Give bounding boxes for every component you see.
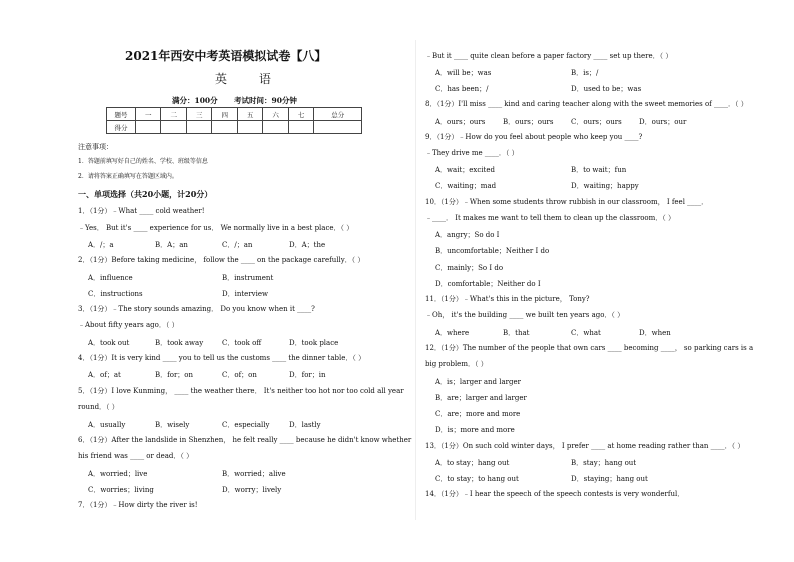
table-cell: 总分 — [314, 108, 362, 121]
q3-option-b[interactable]: B．took away — [155, 339, 204, 347]
table-cell: 三 — [186, 108, 211, 121]
question-2: 2．（1分）Before taking medicine， follow the ____ on the package carefully．（ ） — [78, 256, 365, 264]
question-12: 12．（1分）The number of the people that own cars ____ becoming ____， so parking cars is a — [425, 344, 754, 352]
q13-option-d[interactable]: D．staying；hang out — [571, 475, 648, 483]
question-9: 9．（1分）﹣How do you feel about people who keep you ____? — [425, 133, 643, 141]
table-cell: 二 — [161, 108, 186, 121]
score-table-score-row — [107, 121, 362, 134]
question-3-cont: ﹣About fifty years ago．（ ） — [78, 321, 179, 329]
score-input-cell[interactable] — [263, 121, 288, 134]
q10-option-a[interactable]: A．angry；So do I — [435, 231, 500, 239]
q4-option-a[interactable]: A．of；at — [88, 371, 121, 379]
q13-option-c[interactable]: C．to stay；to hang out — [435, 475, 519, 483]
table-cell: 四 — [212, 108, 237, 121]
q9-option-a[interactable]: A．wait；excited — [435, 166, 495, 174]
section-heading: 一、单项选择（共20小题，计20分） — [78, 189, 213, 199]
q9-option-d[interactable]: D．waiting；happy — [571, 182, 639, 190]
q9-option-b[interactable]: B．to wait；fun — [571, 166, 627, 174]
q2-option-d[interactable]: D．interview — [222, 290, 268, 298]
score-input-cell[interactable] — [314, 121, 362, 134]
question-10: 10．（1分）﹣When some students throw rubbish in our classroom， I feel ____． — [425, 198, 709, 206]
question-7-cont: ﹣But it ____ quite clean before a paper factory ____ set up there．（ ） — [425, 52, 673, 60]
q12-option-d[interactable]: D．is；more and more — [435, 426, 515, 434]
table-cell: 七 — [288, 108, 313, 121]
table-cell: 得分 — [107, 121, 136, 134]
note-2: 2．请将答案正确填写在答题区域内。 — [78, 173, 178, 180]
question-1: 1．（1分）﹣What ____ cold weather! — [78, 207, 205, 215]
score-input-cell[interactable] — [186, 121, 211, 134]
column-divider — [415, 40, 416, 520]
q12-option-b[interactable]: B．are；larger and larger — [435, 394, 527, 402]
score-table-header-row — [107, 108, 362, 121]
q12-option-c[interactable]: C．are；more and more — [435, 410, 521, 418]
table-cell: 题号 — [107, 108, 136, 121]
q1-option-d[interactable]: D．A；the — [289, 241, 326, 249]
question-14: 14．（1分）﹣I hear the speech of the speech contests is very wonderful． — [425, 490, 685, 498]
q5-option-a[interactable]: A．usually — [88, 421, 126, 429]
question-7: 7．（1分）﹣How dirty the river is! — [78, 501, 198, 509]
q8-option-a[interactable]: A．ours；ours — [435, 118, 486, 126]
q9-option-c[interactable]: C．waiting；mad — [435, 182, 497, 190]
q12-option-a[interactable]: A．is；larger and larger — [435, 378, 521, 386]
score-input-cell[interactable] — [161, 121, 186, 134]
note-1: 1．答题前填写好自己的姓名、学校、班级等信息 — [78, 158, 208, 165]
time-info: 考试时间：90分钟 — [234, 96, 297, 105]
subject-title: 英 语 — [215, 72, 285, 86]
q7-option-b[interactable]: B．is；/ — [571, 69, 599, 77]
q6-option-c[interactable]: C．worries；living — [88, 486, 154, 494]
question-8: 8．（1分）I'll miss ____ kind and caring teacher along with the sweet memories of ____．（ ） — [425, 100, 748, 108]
q3-option-c[interactable]: C．took off — [222, 339, 262, 347]
question-6-cont: his friend was ____ or dead．（ ） — [78, 452, 194, 460]
q10-option-d[interactable]: D．comfortable；Neither do I — [435, 280, 541, 288]
score-info: 满分：100分 — [172, 96, 218, 105]
question-11: 11．（1分）﹣What's this in the picture， Tony? — [425, 295, 590, 303]
q5-option-d[interactable]: D．lastly — [289, 421, 321, 429]
score-input-cell[interactable] — [136, 121, 161, 134]
q13-option-b[interactable]: B．stay；hang out — [571, 459, 637, 467]
q10-option-b[interactable]: B．uncomfortable；Neither I do — [435, 247, 550, 255]
table-cell: 六 — [263, 108, 288, 121]
q5-option-b[interactable]: B．wisely — [155, 421, 190, 429]
q8-option-d[interactable]: D．ours；our — [639, 118, 687, 126]
q5-option-c[interactable]: C．especially — [222, 421, 270, 429]
q8-option-b[interactable]: B．ours；ours — [503, 118, 554, 126]
question-10-cont: ﹣____． It makes me want to tell them to clean up the classroom．（ ） — [425, 214, 676, 222]
question-5: 5．（1分）I love Kunming， ____ the weather there． It's neither too hot nor too cold all year — [78, 387, 404, 395]
q11-option-c[interactable]: C．what — [571, 329, 601, 337]
question-12-cont: big problem．（ ） — [425, 360, 488, 368]
q13-option-a[interactable]: A．to stay；hang out — [435, 459, 510, 467]
q4-option-c[interactable]: C．of；on — [222, 371, 257, 379]
q6-option-d[interactable]: D．worry；lively — [222, 486, 282, 494]
table-cell: 一 — [136, 108, 161, 121]
score-input-cell[interactable] — [237, 121, 262, 134]
q3-option-a[interactable]: A．took out — [88, 339, 130, 347]
q1-option-c[interactable]: C．/；an — [222, 241, 253, 249]
question-9-cont: ﹣They drive me ____．（ ） — [425, 149, 519, 157]
q7-option-a[interactable]: A．will be；was — [435, 69, 492, 77]
question-5-cont: round．（ ） — [78, 403, 119, 411]
score-table — [106, 107, 362, 134]
q2-option-b[interactable]: B．instrument — [222, 274, 274, 282]
question-1-cont: ﹣Yes． But it's ____ experience for us． We normally live in a best place．（ ） — [78, 224, 354, 232]
q6-option-a[interactable]: A．worried；live — [88, 470, 148, 478]
exam-title: 2021年西安中考英语模拟试卷【八】 — [125, 49, 327, 63]
q11-option-b[interactable]: B．that — [503, 329, 530, 337]
question-6: 6．（1分）After the landslide in Shenzhen， he felt really ____ because he didn't know whether — [78, 436, 412, 444]
q1-option-a[interactable]: A．/；a — [88, 241, 114, 249]
q1-option-b[interactable]: B．A；an — [155, 241, 188, 249]
question-3: 3．（1分）﹣The story sounds amazing． Do you know when it ____? — [78, 305, 315, 313]
score-input-cell[interactable] — [212, 121, 237, 134]
q2-option-c[interactable]: C．instructions — [88, 290, 143, 298]
question-13: 13．（1分）On such cold winter days， I prefer ____ at home reading rather than ____．（ ） — [425, 442, 745, 450]
q6-option-b[interactable]: B．worried；alive — [222, 470, 286, 478]
notes-heading: 注意事项： — [78, 143, 113, 151]
q7-option-c[interactable]: C．has been；/ — [435, 85, 489, 93]
question-4: 4．（1分）It is very kind ____ you to tell us the customs ____ the dinner table．（ ） — [78, 354, 366, 362]
question-11-cont: ﹣Oh， it's the building ____ we built ten years ago．（ ） — [425, 311, 625, 319]
q2-option-a[interactable]: A．influence — [88, 274, 133, 282]
q7-option-d[interactable]: D．used to be；was — [571, 85, 642, 93]
table-cell: 五 — [237, 108, 262, 121]
q4-option-b[interactable]: B．for；on — [155, 371, 194, 379]
q11-option-d[interactable]: D．when — [639, 329, 671, 337]
q11-option-a[interactable]: A．where — [435, 329, 470, 337]
q4-option-d[interactable]: D．for；in — [289, 371, 326, 379]
q10-option-c[interactable]: C．mainly；So I do — [435, 264, 504, 272]
score-input-cell[interactable] — [288, 121, 313, 134]
q8-option-c[interactable]: C．ours；ours — [571, 118, 622, 126]
q3-option-d[interactable]: D．took place — [289, 339, 339, 347]
